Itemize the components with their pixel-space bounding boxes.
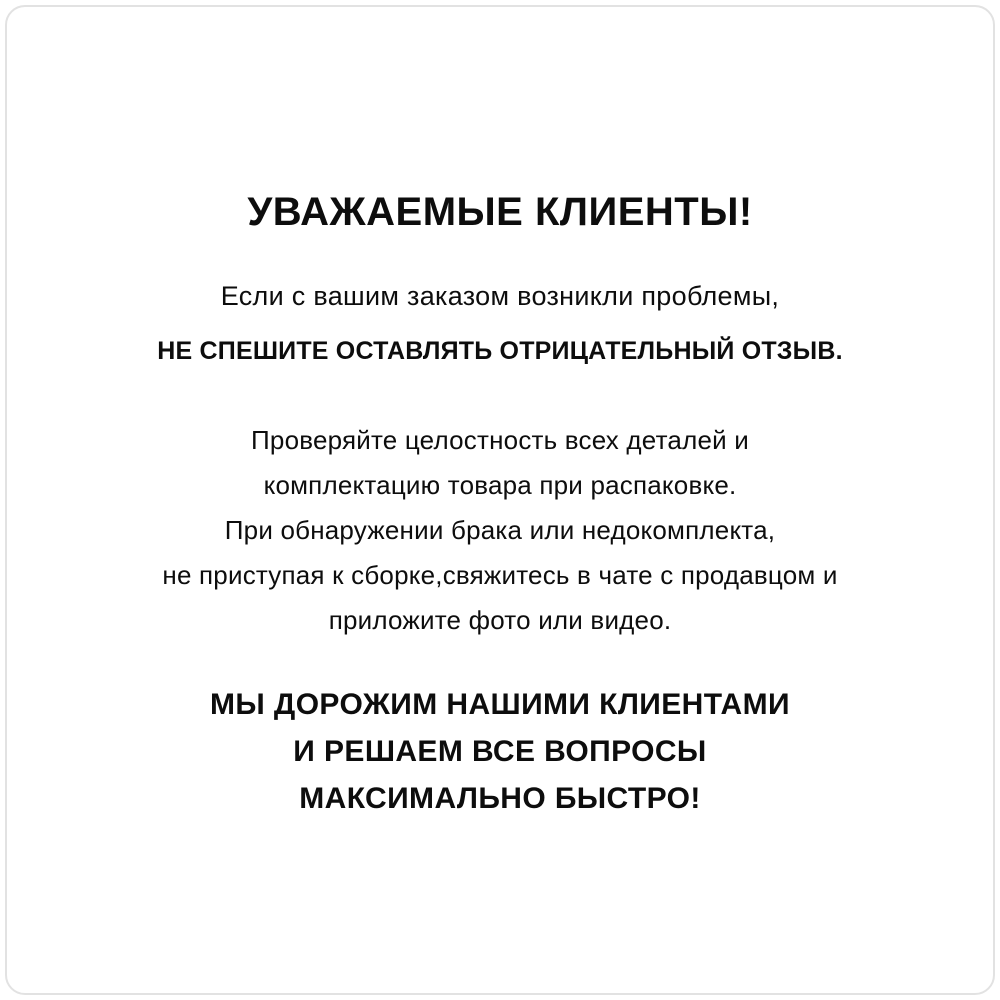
instructions-line-5: приложите фото или видео.: [328, 605, 672, 635]
instructions-line-2: комплектацию товара при распаковке.: [263, 470, 737, 500]
intro-warning-line: НЕ СПЕШИТЕ ОСТАВЛЯТЬ ОТРИЦАТЕЛЬНЫЙ ОТЗЫВ.: [157, 337, 843, 365]
footer-line-2: И РЕШАЕМ ВСЕ ВОПРОСЫ: [293, 735, 707, 768]
instructions-paragraph: [150, 418, 850, 643]
customer-notice: [150, 0, 850, 1000]
footer-line-3: МАКСИМАЛЬНО БЫСТРО!: [299, 782, 701, 815]
intro-line: Если с вашим заказом возникли проблемы,: [220, 281, 780, 311]
instructions-line-3: При обнаружении брака или недокомплекта,: [224, 515, 776, 545]
instructions-line-4: не приступая к сборке,свяжитесь в чате с продавцом и: [162, 560, 838, 590]
instructions-line-1: Проверяйте целостность всех деталей и: [251, 425, 749, 455]
footer-line-1: МЫ ДОРОЖИМ НАШИМИ КЛИЕНТАМИ: [210, 688, 790, 721]
footer-statement: [150, 681, 850, 822]
notice-title: УВАЖАЕМЫЕ КЛИЕНТЫ!: [247, 190, 753, 234]
